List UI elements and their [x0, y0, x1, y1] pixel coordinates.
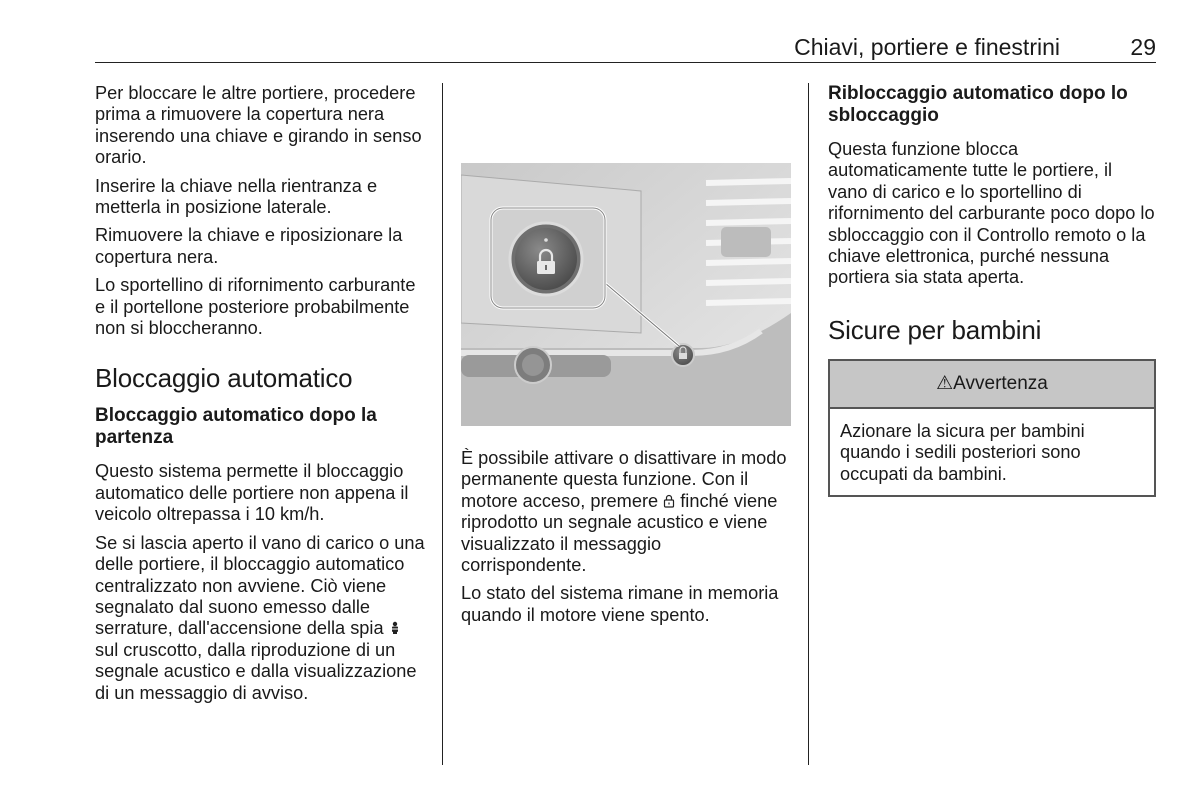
lock-icon	[663, 494, 675, 508]
door-lock-warning-icon	[389, 621, 401, 635]
column-divider	[808, 83, 809, 765]
section-heading: Sicure per bambini	[828, 314, 1042, 345]
paragraph: Rimuovere la chiave e riposizionare la copertura nera.	[95, 225, 403, 267]
paragraph-text: finché viene riprodotto un segnale acustico e viene visualizzato il messaggio corrispondente.	[461, 490, 778, 576]
paragraph: Lo stato del sistema rimane in memoria quando il motore viene spento.	[461, 583, 779, 625]
section-heading: Bloccaggio automatico	[95, 363, 353, 394]
paragraph-text: Se si lascia aperto il vano di carico o una delle portiere, il bloccaggio automatico centralizzato non avviene. Ciò viene segnalato dal suono emesso dalle serrature, dall'accensione della spia	[95, 532, 425, 639]
paragraph: Questo sistema permette il bloccaggio automatico delle portiere non appena il veicolo oltrepassa i 10 km/h.	[95, 461, 409, 525]
column-left	[95, 83, 425, 711]
paragraph: Lo sportellino di rifornimento carburante e il portellone posteriore probabilmente non si bloccheranno.	[95, 275, 416, 339]
paragraph-text: sul cruscotto, dalla riproduzione di un segnale acustico e dalla visualizzazione di un messaggio di avviso.	[95, 639, 417, 703]
paragraph: Questa funzione blocca automaticamente tutte le portiere, il vano di carico e lo sportellino di rifornimento del carburante poco dopo lo sbloccaggio con il Controllo remoto o la chiave elettronica, purché nessuna portiera sia stata aperta.	[828, 139, 1155, 288]
warning-header	[830, 361, 1154, 409]
dashboard-illustration	[461, 163, 791, 426]
header-rule	[95, 62, 1156, 63]
paragraph: Per bloccare le altre portiere, procedere prima a rimuovere la copertura nera inserendo una chiave e girando in senso orario.	[95, 83, 422, 168]
warning-title: Avvertenza	[953, 372, 1048, 394]
warning-text: Azionare la sicura per bambini quando i sedili posteriori sono occupati da bambini.	[840, 420, 1085, 484]
paragraph: Inserire la chiave nella rientranza e metterla in posizione laterale.	[95, 175, 378, 218]
subsection-heading: Bloccaggio automatico dopo la partenza	[95, 405, 377, 449]
subsection-heading: Ribloccaggio automatico dopo lo sbloccaggio	[828, 83, 1128, 126]
warning-box	[828, 359, 1156, 497]
warning-triangle-icon: ⚠	[936, 373, 954, 395]
warning-body	[830, 409, 1154, 495]
column-middle	[461, 83, 791, 633]
page-number: 29	[1130, 34, 1156, 60]
paragraph	[461, 448, 791, 576]
column-right	[828, 83, 1156, 497]
column-divider	[442, 83, 443, 765]
paragraph	[95, 533, 425, 704]
running-header-title: Chiavi, portiere e finestrini	[794, 34, 1060, 60]
paragraph-text: È possibile attivare o disattivare in modo permanente questa funzione. Con il motore acceso, premere	[461, 448, 787, 511]
illustration-lock-button	[461, 163, 791, 426]
